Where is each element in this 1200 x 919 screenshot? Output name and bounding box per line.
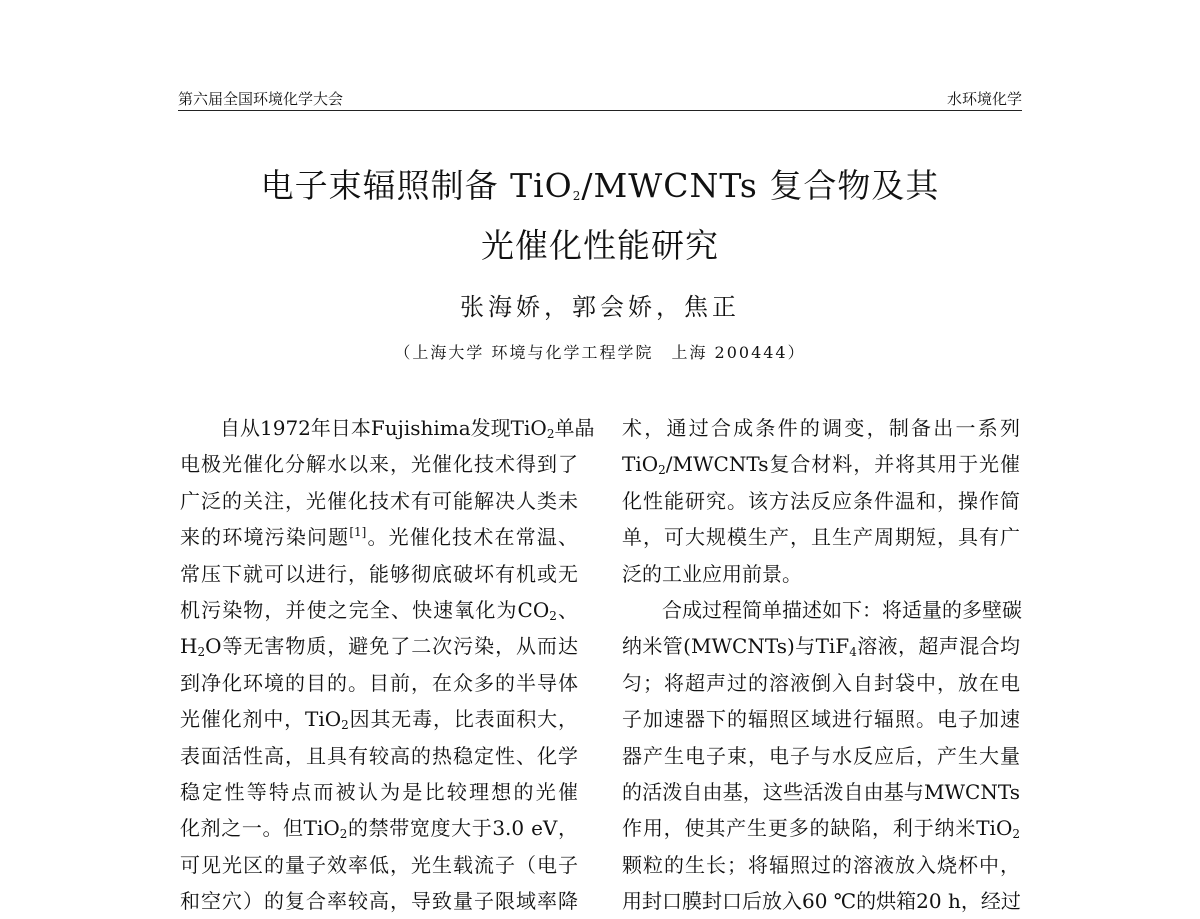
conference-name: 第六届全国环境化学大会 <box>178 90 344 108</box>
text-segment: 表面活性高，且具有较高的热稳定性、化学 <box>180 743 578 768</box>
text-segment: 化性能研究。该方法反应条件温和，操作简 <box>622 488 1020 513</box>
paper-title-line-2: 光催化性能研究 <box>481 226 719 265</box>
text-line <box>622 810 1020 846</box>
text-line <box>180 810 578 846</box>
affiliation: （上海大学 环境与化学工程学院 上海 200444） <box>394 343 806 362</box>
text-segment: 术，通过合成条件的调变，制备出一系列 <box>622 416 1020 440</box>
text-line <box>180 519 578 555</box>
subscript: 2 <box>339 827 348 842</box>
text-segment: 机污染物，并使之完全、快速氧化为CO <box>180 597 550 622</box>
text-line <box>180 592 578 628</box>
text-line <box>622 701 1020 737</box>
text-segment: 纳米管(MWCNTs)与TiF <box>622 634 850 659</box>
text-line <box>180 883 578 919</box>
text-line <box>180 774 578 810</box>
subscript: 2 <box>1012 827 1020 842</box>
text-segment: 稳定性等特点而被认为是比较理想的光催 <box>180 779 578 804</box>
text-segment: H <box>180 634 198 659</box>
text-segment: 常压下就可以进行，能够彻底破坏有机或无 <box>180 561 578 586</box>
text-segment: 子加速器下的辐照区域进行辐照。电子加速 <box>622 707 1020 732</box>
text-segment: 和空穴）的复合率较高，导致量子限域率降 <box>180 889 578 914</box>
text-line <box>622 774 1020 810</box>
paragraph <box>622 592 1020 919</box>
text-line <box>622 883 1020 919</box>
text-line <box>622 410 1020 446</box>
subscript: 2 <box>546 427 555 441</box>
text-segment: 合成过程简单描述如下：将适量的多壁碳 <box>662 597 1022 622</box>
subscript: 2 <box>341 718 349 733</box>
text-segment: 化剂之一。但TiO <box>180 816 340 841</box>
text-line <box>622 847 1020 883</box>
text-line <box>622 665 1020 701</box>
text-segment: 匀；将超声过的溶液倒入自封袋中，放在电 <box>622 670 1020 695</box>
text-line <box>180 738 578 774</box>
text-line <box>622 738 1020 774</box>
text-segment: TiO <box>622 452 659 477</box>
subscript: 4 <box>849 645 857 660</box>
text-segment: 溶液，超声混合均 <box>856 634 1020 659</box>
text-segment: 颗粒的生长；将辐照过的溶液放入烧杯中， <box>622 852 1020 877</box>
paragraph <box>180 410 595 919</box>
text-segment: 作用，使其产生更多的缺陷，利于纳米TiO <box>622 816 1013 841</box>
paragraph <box>622 410 1020 592</box>
text-segment: 泛的工业应用前景。 <box>622 561 802 586</box>
text-line <box>180 410 595 446</box>
subscript: 2 <box>549 608 557 623</box>
text-segment: 来的环境污染问题 <box>180 525 350 550</box>
text-segment: 的活泼自由基，这些活泼自由基与MWCNTs <box>622 779 1020 804</box>
text-line <box>622 556 1020 592</box>
text-line <box>180 483 578 519</box>
text-segment: 单晶 <box>554 416 595 440</box>
text-segment: /MWCNTs复合材料，并将其用于光催 <box>665 452 1020 477</box>
text-segment: 可见光区的量子效率低，光生载流子（电子 <box>180 852 578 877</box>
paper-title-line-1 <box>0 160 1200 207</box>
authors: 张海娇，郭会娇，焦正 <box>460 293 740 321</box>
text-line <box>622 592 1020 628</box>
text-line <box>180 665 578 701</box>
text-line <box>180 446 578 482</box>
text-segment: 广泛的关注，光催化技术有可能解决人类未 <box>180 488 578 513</box>
right-column <box>622 410 1020 919</box>
text-segment: 用封口膜封口后放入60 ℃的烘箱20 h，经过 <box>622 889 1021 914</box>
text-segment: 自从1972年日本Fujishima发现TiO <box>220 416 547 440</box>
text-line <box>622 519 1020 555</box>
text-line <box>180 847 578 883</box>
citation-superscript: [1] <box>349 525 367 540</box>
text-line <box>622 446 1020 482</box>
text-segment: O等无害物质，避免了二次污染，从而达 <box>205 634 578 659</box>
title-subscript: 2 <box>572 189 582 203</box>
text-segment: 器产生电子束，电子与水反应后，产生大量 <box>622 743 1020 768</box>
title-text: 电子束辐照制备 TiO <box>260 166 573 205</box>
text-line <box>622 628 1020 664</box>
text-segment: 的禁带宽度大于3.0 eV， <box>347 816 578 841</box>
section-name: 水环境化学 <box>946 90 1022 108</box>
subscript: 2 <box>197 645 206 660</box>
text-segment: 电极光催化分解水以来，光催化技术得到了 <box>180 452 578 477</box>
title-text: /MWCNTs 复合物及其 <box>581 166 940 205</box>
text-segment: 到净化环境的目的。目前，在众多的半导体 <box>180 670 578 695</box>
text-line <box>180 701 578 737</box>
text-segment: 单，可大规模生产，且生产周期短，具有广 <box>622 525 1020 550</box>
text-segment: 因其无毒，比表面积大， <box>348 707 578 732</box>
text-line <box>180 556 578 592</box>
text-segment: 、 <box>556 597 579 622</box>
text-line <box>622 483 1020 519</box>
left-column <box>180 410 595 919</box>
text-segment: 。光催化技术在常温、 <box>366 525 579 550</box>
text-segment: 光催化剂中，TiO <box>180 707 342 732</box>
text-line <box>180 628 578 664</box>
subscript: 2 <box>658 463 666 478</box>
running-header <box>178 86 1022 111</box>
